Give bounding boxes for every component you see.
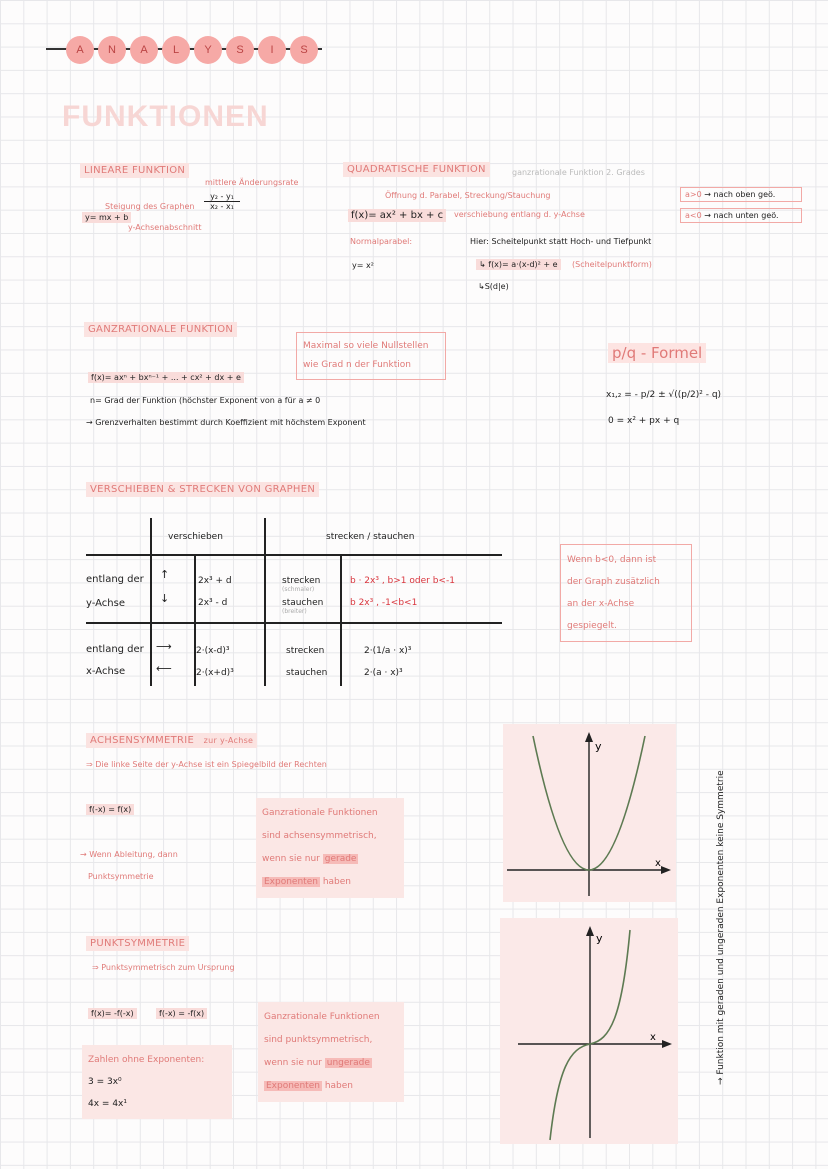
title-letter: L [162,36,190,64]
quadratic-title: QUADRATISCHE FUNKTION [343,162,490,177]
row-y-label: entlang der [86,574,144,585]
row-x-label: x-Achse [86,666,126,677]
ganz-grenz: → Grenzverhalten bestimmt durch Koeffizient mit höchstem Exponent [86,418,366,427]
table-rule [86,622,502,624]
zahlen-title: Zahlen ohne Exponenten: [88,1055,205,1065]
box-line: Ganzrationale Funktionen [262,808,378,818]
note-line: gespiegelt. [567,621,617,631]
note-line: Wenn b<0, dann ist [567,555,657,565]
parabola-graph [503,724,676,902]
fraction-numerator: y₂ - y₁ [204,192,240,202]
condition-down [680,208,802,223]
table-divider [340,554,342,686]
title-letter: I [258,36,286,64]
box-highlight: Exponenten [266,1081,320,1091]
head-strecken: strecken / stauchen [326,532,415,542]
normal-label: Normalparabel: [350,237,413,246]
ganz-title: GANZRATIONALE FUNKTION [84,322,237,337]
y-stauchen: stauchen [282,598,324,608]
zahlen-example: 3 = 3x⁰ [88,1077,122,1087]
x-strecken: strecken [286,646,325,656]
linear-formula: y= mx + b [82,212,131,223]
x-stauchen-rule: 2·(a · x)³ [364,668,403,678]
row-y-label: y-Achse [86,598,125,609]
scheitel-formula: ↳ f(x)= a·(x-d)² + e [476,259,561,270]
ganz-box-line: Maximal so viele Nullstellen [303,341,429,351]
y-axis-arrow-icon [585,732,593,742]
title-letter: N [98,36,126,64]
condition-up [680,187,802,202]
achsen-title [86,733,257,748]
page-title: FUNKTIONEN [62,100,269,133]
punkt-formula2: f(-x) = -f(x) [156,1008,207,1019]
table-divider [194,554,196,686]
parabola-svg [503,724,676,902]
x-axis-arrow-icon [661,866,671,874]
transform-table [86,518,506,688]
box-line [262,871,398,894]
box-highlight: ungerade [326,1058,370,1068]
box-highlight: gerade [324,854,357,864]
negative-b-note [560,544,692,642]
x-right: 2·(x-d)³ [196,646,230,656]
box-text: haben [324,1081,354,1091]
arrow-right-icon: ⟶ [156,640,172,653]
y-down: 2x³ - d [198,598,228,608]
punkt-formula1: f(x)= -f(-x) [88,1008,137,1019]
box-line [264,1052,398,1075]
x-axis-arrow-icon [662,1040,672,1048]
box-line: sind achsensymmetrisch, [262,831,377,841]
title-letter: Y [194,36,222,64]
x-axis-label: x [650,1032,656,1043]
ganz-box-line: wie Grad n der Funktion [303,360,411,370]
side-note: → Funktion mit geraden und ungeraden Exponenten keine Symmetrie [716,770,726,1085]
fraction-denominator: x₂ - x₁ [210,202,234,211]
table-divider [150,518,152,686]
x-strecken-rule: 2·(1/a · x)³ [364,646,412,656]
pq-formula: x₁,₂ = - p/2 ± √((p/2)² - q) [606,390,722,400]
title-letter: S [226,36,254,64]
arrow-down-icon: ↓ [160,592,170,605]
punkt-box [258,1002,404,1102]
punkt-desc: ⇒ Punktsymmetrisch zum Ursprung [92,963,235,972]
quadratic-subtitle: ganzrationale Funktion 2. Grades [512,168,645,177]
quadratic-hier: Hier: Scheitelpunkt statt Hoch- und Tiefpunkt [470,237,652,246]
title-analysis [46,36,336,66]
punkt-title: PUNKTSYMMETRIE [86,936,189,951]
ganz-box [296,332,446,380]
scheitel-label: (Scheitelpunktform) [572,260,652,269]
ganz-formula: f(x)= axⁿ + bxⁿ⁻¹ + ... + cx² + dx + e [88,372,244,383]
linear-title: LINEARE FUNKTION [80,163,189,178]
achsen-punktsym: Punktsymmetrie [88,872,154,881]
title-letter: S [290,36,318,64]
linear-mittlere: mittlere Änderungsrate [205,178,299,187]
note-line: an der x-Achse [567,599,635,609]
cond-down-a: a<0 [685,211,702,220]
cubic-graph [500,918,678,1144]
linear-steigung: Steigung des Graphen [105,202,195,211]
quadratic-formula: f(x)= ax² + bx + c [348,209,446,222]
quadratic-oeffnung: Öffnung d. Parabel, Streckung/Stauchung [385,191,551,200]
x-axis-label: x [655,858,661,869]
box-highlight: Exponenten [264,877,318,887]
y-strecken-sub: (schmaler) [282,586,315,593]
box-text: wenn sie nur [264,1058,322,1068]
x-left: 2·(x+d)³ [196,668,234,678]
table-rule [86,554,502,556]
y-strecken-rule: b · 2x³ , b>1 oder b<-1 [350,576,455,586]
achsen-formula: f(-x) = f(x) [86,804,134,815]
cond-up-b: → nach oben geö. [704,190,776,199]
pq-title: p/q - Formel [608,343,706,363]
achsen-desc: ⇒ Die linke Seite der y-Achse ist ein Spiegelbild der Rechten [86,760,327,769]
y-axis-label: y [596,932,603,945]
ganz-n-def: n= Grad der Funktion (höchster Exponent von a für a ≠ 0 [90,396,321,405]
zahlen-example: 4x = 4x¹ [88,1099,127,1109]
note-line: der Graph zusätzlich [567,577,660,587]
y-strecken: strecken [282,576,321,586]
row-x-label: entlang der [86,644,144,655]
y-up: 2x³ + d [198,576,232,586]
pq-equation: 0 = x² + px + q [608,416,680,426]
verschieben-title: VERSCHIEBEN & STRECKEN VON GRAPHEN [86,482,319,497]
achsen-title-main: ACHSENSYMMETRIE [90,735,195,746]
linear-fraction [204,192,240,211]
scheitel-point: ↳S(d|e) [478,282,509,291]
x-stauchen: stauchen [286,668,328,678]
quadratic-verschiebung: verschiebung entlang d. y-Achse [454,210,585,219]
normal-formula: y= x² [352,261,374,270]
head-verschieben: verschieben [168,532,223,542]
y-axis-label: y [595,740,602,753]
y-stauchen-rule: b 2x³ , -1<b<1 [350,598,418,608]
box-text: haben [322,877,352,887]
cubic-svg [500,918,678,1144]
linear-achsen: y-Achsenabschnitt [128,223,202,232]
y-axis-arrow-icon [586,926,594,936]
achsen-wenn: → Wenn Ableitung, dann [80,850,178,859]
box-line [262,848,398,871]
cond-down-b: → nach unten geö. [704,211,779,220]
title-letter: A [66,36,94,64]
cond-up-a: a>0 [685,190,702,199]
achsen-title-suffix: zur y-Achse [203,736,254,745]
arrow-left-icon: ⟵ [156,662,172,675]
table-divider [264,518,266,686]
achsen-box [256,798,404,898]
zahlen-box [82,1045,232,1119]
box-text: wenn sie nur [262,854,320,864]
box-line: sind punktsymmetrisch, [264,1035,373,1045]
title-letter: A [130,36,158,64]
box-line [264,1075,398,1098]
y-stauchen-sub: (breiter) [282,608,307,615]
box-line: Ganzrationale Funktionen [264,1012,380,1022]
arrow-up-icon: ↑ [160,568,170,581]
